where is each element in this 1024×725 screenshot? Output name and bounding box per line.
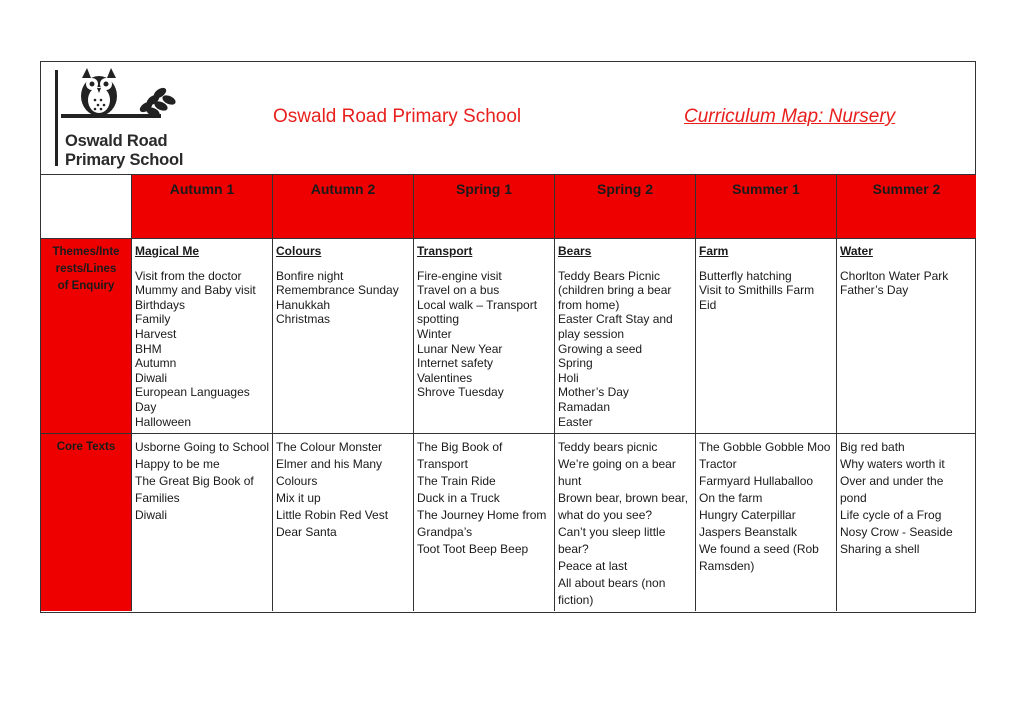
row-label-line: of Enquiry — [57, 280, 115, 292]
core-text-item: what do you see? — [558, 508, 653, 522]
theme-cell — [132, 239, 273, 434]
theme-item: Birthdays — [135, 297, 186, 312]
logo-bar — [55, 70, 58, 166]
core-text-item: On the farm — [699, 491, 763, 505]
core-text-item: Dear Santa — [276, 525, 337, 539]
theme-item: Diwali — [135, 370, 168, 385]
core-text-item: pond — [840, 491, 867, 505]
curriculum-grid — [41, 175, 975, 612]
school-logo — [51, 66, 201, 170]
core-texts-cell — [837, 434, 976, 611]
core-texts-cell — [273, 434, 414, 611]
core-text-item: Families — [135, 491, 180, 505]
theme-item: Valentines — [417, 370, 473, 385]
core-text-item: The Train Ride — [417, 474, 496, 488]
term-header: Spring 2 — [555, 175, 696, 239]
core-text-item: Duck in a Truck — [417, 491, 500, 505]
theme-title: Farm — [699, 244, 729, 258]
core-text-item: Elmer and his Many — [276, 457, 383, 471]
term-header: Autumn 1 — [132, 175, 273, 239]
school-title: Oswald Road Primary School — [273, 106, 522, 127]
core-text-item: The Great Big Book of — [135, 474, 254, 488]
theme-item: BHM — [135, 341, 162, 356]
core-text-item: Grandpa’s — [417, 525, 473, 539]
core-text-item: Hungry Caterpillar — [699, 508, 796, 522]
theme-item: Family — [135, 312, 171, 327]
row-label-core-texts: Core Texts — [41, 434, 132, 611]
core-text-item: Nosy Crow - Seaside — [840, 525, 953, 539]
theme-item: Local walk – Transport — [417, 297, 538, 312]
core-text-item: Transport — [417, 457, 468, 471]
theme-item: Bonfire night — [276, 268, 344, 283]
theme-item: Lunar New Year — [417, 341, 503, 356]
theme-item: Day — [135, 399, 157, 414]
theme-title: Magical Me — [135, 244, 200, 258]
theme-item: Chorlton Water Park — [840, 268, 949, 283]
theme-item: Winter — [417, 326, 452, 341]
row-label-line: rests/Lines — [55, 263, 117, 275]
theme-cell — [555, 239, 696, 434]
core-texts-cell — [555, 434, 696, 611]
core-text-item: Jaspers Beanstalk — [699, 525, 798, 539]
theme-item: Visit from the doctor — [135, 268, 242, 283]
theme-item: Ramadan — [558, 399, 611, 414]
theme-item: Mummy and Baby visit — [135, 283, 256, 298]
theme-item: Harvest — [135, 326, 177, 341]
row-label-line: Themes/Inte — [52, 246, 120, 258]
core-text-item: fiction) — [558, 593, 594, 607]
term-header: Autumn 2 — [273, 175, 414, 239]
core-text-item: Mix it up — [276, 491, 321, 505]
term-header: Summer 2 — [837, 175, 976, 239]
core-texts-cell — [696, 434, 837, 611]
core-text-item: hunt — [558, 474, 582, 488]
theme-item: Teddy Bears Picnic — [558, 268, 661, 283]
theme-cell — [837, 239, 976, 434]
theme-item: Butterfly hatching — [699, 268, 792, 283]
theme-item: Autumn — [135, 356, 177, 371]
core-text-item: Why waters worth it — [840, 457, 945, 471]
core-texts-cell — [414, 434, 555, 611]
theme-cell — [696, 239, 837, 434]
theme-item: Father’s Day — [840, 283, 909, 298]
theme-item: play session — [558, 326, 625, 341]
header — [41, 62, 975, 175]
core-text-item: bear? — [558, 542, 589, 556]
core-text-item: Over and under the — [840, 474, 944, 488]
theme-item: Halloween — [135, 414, 192, 429]
core-text-item: Can’t you sleep little — [558, 525, 666, 539]
theme-item: Hanukkah — [276, 297, 331, 312]
term-header: Summer 1 — [696, 175, 837, 239]
theme-item: Visit to Smithills Farm — [699, 283, 815, 298]
core-text-item: Ramsden) — [699, 559, 755, 573]
theme-item: Easter Craft Stay and — [558, 312, 673, 327]
logo-line: Primary School — [65, 151, 184, 169]
curriculum-sheet — [40, 61, 976, 613]
core-text-item: The Big Book of — [417, 440, 503, 454]
core-text-item: Colours — [276, 474, 318, 488]
logo-text — [65, 132, 183, 170]
core-text-item: The Journey Home from — [417, 508, 547, 522]
core-text-item: Brown bear, brown bear, — [558, 491, 689, 505]
theme-item: (children bring a bear — [558, 283, 672, 298]
core-text-item: Happy to be me — [135, 457, 220, 471]
theme-item: from home) — [558, 297, 620, 312]
term-header: Spring 1 — [414, 175, 555, 239]
row-label-themes — [41, 239, 132, 434]
theme-item: Internet safety — [417, 356, 494, 371]
core-text-item: The Colour Monster — [276, 440, 383, 454]
theme-cell — [414, 239, 555, 434]
theme-item: Travel on a bus — [417, 283, 500, 298]
theme-title: Water — [840, 244, 873, 258]
core-text-item: Peace at last — [558, 559, 628, 573]
theme-item: Christmas — [276, 312, 331, 327]
core-text-item: Little Robin Red Vest — [276, 508, 389, 522]
core-text-item: We found a seed (Rob — [699, 542, 819, 556]
core-text-item: Farmyard Hullaballoo — [699, 474, 814, 488]
core-text-item: Usborne Going to School — [135, 440, 270, 454]
core-text-item: We’re going on a bear — [558, 457, 676, 471]
logo-line: Oswald Road — [65, 132, 168, 150]
theme-item: Spring — [558, 356, 593, 371]
core-text-item: Toot Toot Beep Beep — [417, 542, 529, 556]
theme-item: Easter — [558, 414, 593, 429]
core-text-item: Tractor — [699, 457, 737, 471]
curriculum-map-title: Curriculum Map: Nursery — [684, 106, 896, 127]
theme-item: spotting — [417, 312, 460, 327]
theme-item: Remembrance Sunday — [276, 283, 399, 298]
theme-title: Transport — [417, 244, 473, 258]
theme-item: Eid — [699, 297, 717, 312]
theme-item: Mother’s Day — [558, 385, 629, 400]
corner-cell — [41, 175, 132, 239]
theme-item: Fire-engine visit — [417, 268, 502, 283]
core-text-item: All about bears (non — [558, 576, 666, 590]
core-text-item: Sharing a shell — [840, 542, 920, 556]
core-text-item: Teddy bears picnic — [558, 440, 658, 454]
theme-cell — [273, 239, 414, 434]
theme-item: Growing a seed — [558, 341, 643, 356]
core-texts-cell — [132, 434, 273, 611]
core-text-item: Life cycle of a Frog — [840, 508, 942, 522]
theme-item: European Languages — [135, 385, 250, 400]
core-text-item: The Gobble Gobble Moo — [699, 440, 831, 454]
owl-icon — [61, 66, 201, 130]
theme-title: Bears — [558, 244, 592, 258]
theme-item: Holi — [558, 370, 579, 385]
theme-item: Shrove Tuesday — [417, 385, 504, 400]
core-text-item: Diwali — [135, 508, 168, 522]
core-text-item: Big red bath — [840, 440, 905, 454]
theme-title: Colours — [276, 244, 322, 258]
